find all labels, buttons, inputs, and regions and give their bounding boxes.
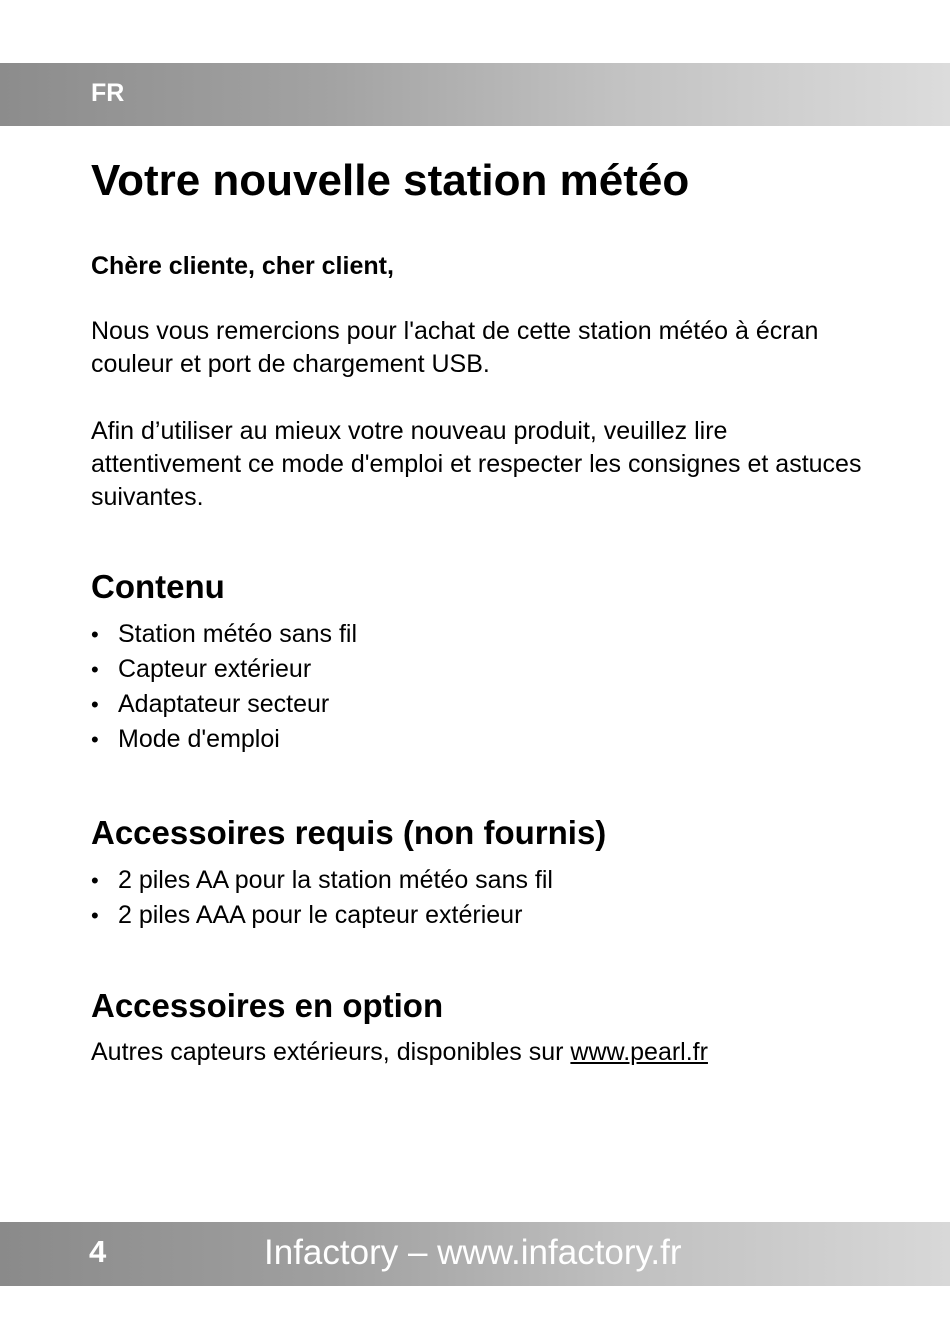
bullet-icon: • [91, 622, 99, 647]
instructions-paragraph: Afin d’utiliser au mieux votre nouveau produit, veuillez lire attentivement ce mode d'emploi et respecter les consignes et astuces suivantes. [91, 417, 862, 511]
optional-accessories-description: Autres capteurs extérieurs, disponibles sur [91, 1038, 571, 1066]
required-accessories-heading: Accessoires requis (non fournis) [91, 814, 607, 851]
greeting: Chère cliente, cher client, [91, 252, 394, 280]
list-item-text: Adaptateur secteur [118, 690, 330, 718]
list-item [91, 652, 881, 687]
header-bar [0, 63, 950, 126]
list-item-text: Mode d'emploi [118, 725, 280, 753]
list-item [91, 898, 881, 933]
bullet-icon: • [91, 727, 99, 752]
list-item [91, 617, 881, 652]
required-accessories-list [91, 863, 881, 933]
list-item [91, 687, 881, 722]
bullet-icon: • [91, 868, 99, 893]
list-item [91, 722, 881, 757]
intro-paragraph: Nous vous remercions pour l'achat de cette station météo à écran couleur et port de chargement USB. [91, 317, 819, 378]
page-content [91, 155, 881, 1069]
list-item-text: 2 piles AA pour la station météo sans fil [118, 866, 553, 894]
language-label: FR [91, 79, 125, 107]
bullet-icon: • [91, 657, 99, 682]
bullet-icon: • [91, 903, 99, 928]
list-item-text: 2 piles AAA pour le capteur extérieur [118, 901, 523, 929]
footer-brand: Infactory – www.infactory.fr [264, 1233, 682, 1272]
list-item-text: Station météo sans fil [118, 620, 358, 648]
optional-accessories-text [91, 1036, 881, 1069]
contents-heading: Contenu [91, 568, 225, 605]
bullet-icon: • [91, 692, 99, 717]
page-number: 4 [89, 1234, 107, 1269]
contents-list [91, 617, 881, 757]
page-title: Votre nouvelle station météo [91, 156, 690, 205]
list-item [91, 863, 881, 898]
list-item-text: Capteur extérieur [118, 655, 312, 683]
optional-accessories-heading: Accessoires en option [91, 987, 444, 1024]
footer-bar [0, 1222, 950, 1286]
pearl-link[interactable]: www.pearl.fr [570, 1038, 708, 1066]
